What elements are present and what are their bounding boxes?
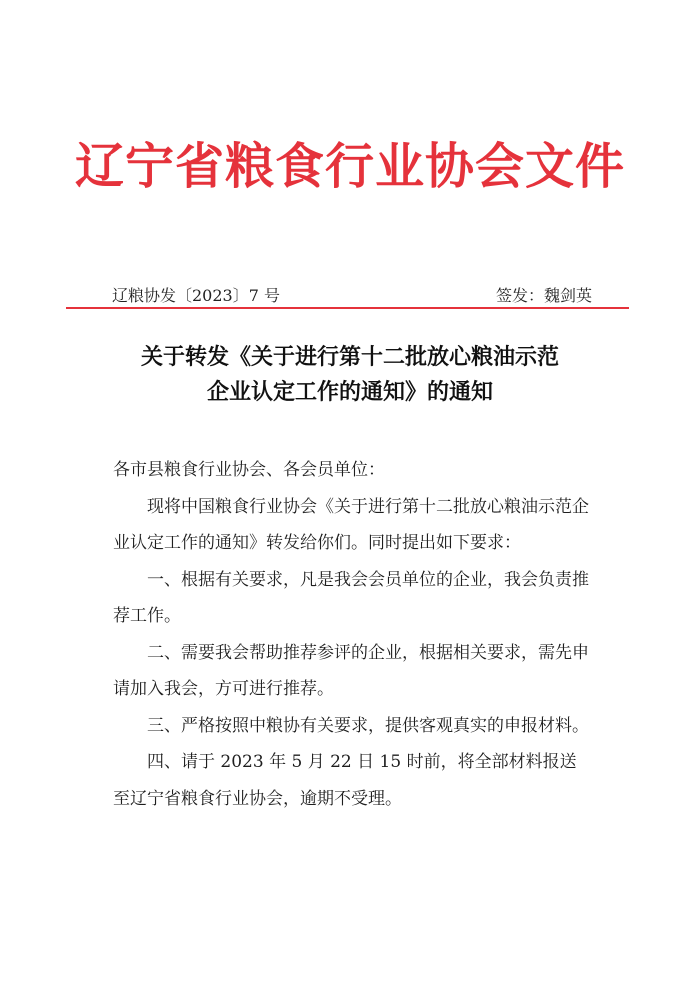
notice-body <box>113 452 593 817</box>
body-paragraph-requirement-3: 三、严格按照中粮协有关要求，提供客观真实的申报材料。 <box>147 715 589 736</box>
red-divider-rule <box>66 307 629 309</box>
notice-title-line-2: 企业认定工作的通知》的通知 <box>206 379 493 405</box>
document-number: 辽粮协发〔2023〕7 号 <box>112 286 280 305</box>
document-meta-row <box>112 283 592 307</box>
notice-title <box>70 340 630 410</box>
document-header-title: 辽宁省粮食行业协会文件 <box>74 137 625 195</box>
body-paragraph-requirement-1: 一、根据有关要求，凡是我会会员单位的企业，我会负责推荐工作。 <box>113 569 589 626</box>
body-paragraph-requirement-4: 四、请于 2023 年 5 月 22 日 15 时前，将全部材料报送至辽宁省粮食行业协会，逾期不受理。 <box>113 752 577 809</box>
salutation: 各市县粮食行业协会、各会员单位： <box>113 460 385 480</box>
signer: 签发：魏剑英 <box>495 286 592 305</box>
notice-title-line-1: 关于转发《关于进行第十二批放心粮油示范 <box>140 344 559 370</box>
body-paragraph-intro: 现将中国粮食行业协会《关于进行第十二批放心粮油示范企业认定工作的通知》转发给你们。同时提出如下要求： <box>113 496 589 553</box>
body-paragraph-requirement-2: 二、需要我会帮助推荐参评的企业，根据相关要求，需先申请加入我会，方可进行推荐。 <box>113 642 589 699</box>
